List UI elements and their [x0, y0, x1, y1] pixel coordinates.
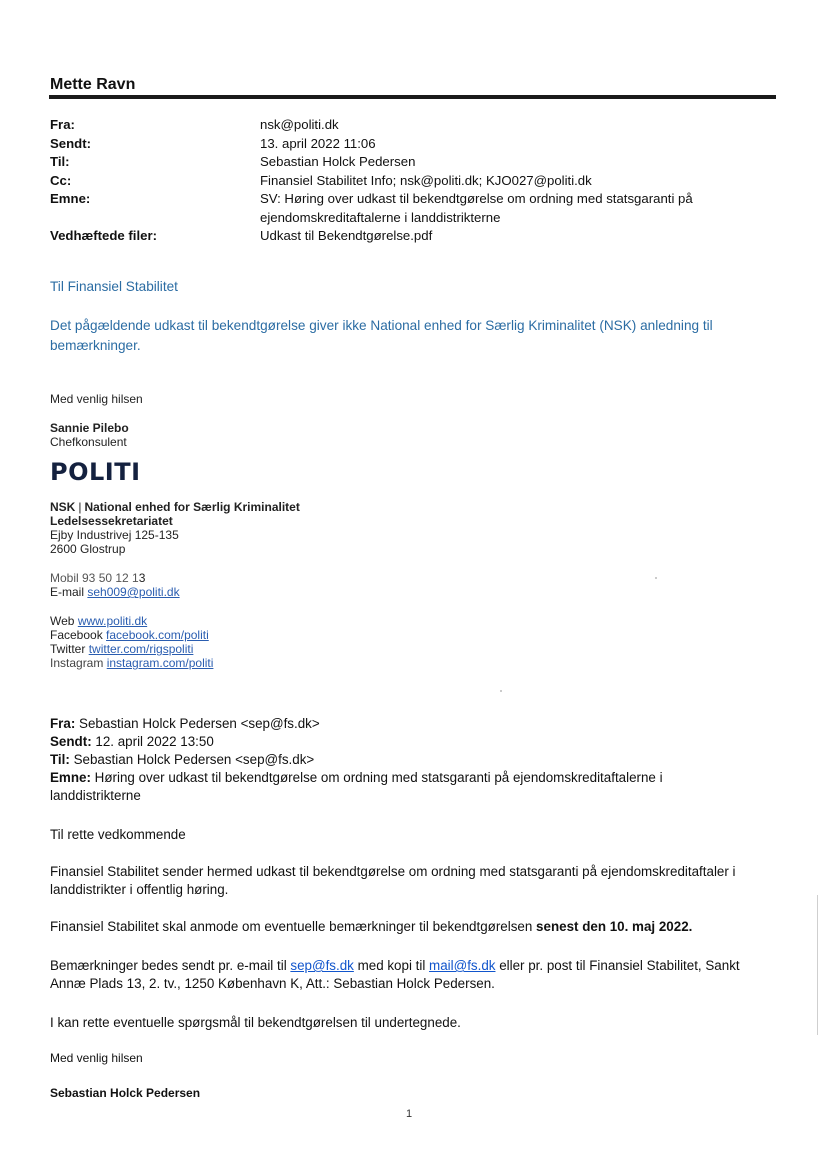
forwarded-sent: 12. april 2022 13:50 — [95, 734, 214, 749]
forwarded-from: Sebastian Holck Pedersen <sep@fs.dk> — [79, 716, 320, 731]
forwarded-to-row — [50, 751, 775, 769]
email-label: E-mail — [50, 585, 85, 599]
paragraph-hearing-line-1: Finansiel Stabilitet sender hermed udkast til bekendtgørelse om ordning med statsgaranti på ejendomskreditaftaler i — [50, 864, 736, 879]
signature-facebook — [50, 628, 209, 642]
email-header — [50, 116, 770, 246]
from-value: nsk@politi.dk — [260, 117, 339, 132]
subject-label: Emne: — [50, 191, 91, 206]
mobile-number-tail: 3 — [138, 571, 146, 585]
header-to-row — [50, 153, 770, 172]
to-value: Sebastian Holck Pedersen — [260, 154, 416, 169]
paragraph-questions: I kan rette eventuelle spørgsmål til bekendtgørelsen til undertegnede. — [50, 1015, 461, 1030]
instagram-label: Instagram — [50, 656, 104, 670]
reply-greeting: Til Finansiel Stabilitet — [50, 279, 178, 294]
header-rule — [49, 95, 776, 99]
submission-text-c: eller pr. post til Finansiel Stabilitet, Sankt — [495, 958, 740, 973]
subject-line-2: ejendomskreditaftalerne i landdistrikterne — [260, 209, 501, 225]
signature-address-2: 2600 Glostrup — [50, 542, 126, 556]
submission-text-b: med kopi til — [353, 958, 430, 973]
closing-regards: Med venlig hilsen — [50, 1051, 143, 1065]
scan-speck — [655, 577, 657, 579]
signature-instagram — [50, 656, 213, 670]
signature-title: Chefkonsulent — [50, 435, 127, 449]
facebook-link[interactable]: facebook.com/politi — [106, 628, 209, 642]
deadline-date: senest den 10. maj 2022. — [536, 919, 693, 934]
paragraph-submission — [50, 957, 775, 993]
politi-logo: POLITI — [50, 458, 141, 486]
header-sent-row — [50, 135, 770, 154]
forwarded-sent-label: Sendt: — [50, 734, 92, 749]
signature-address-1: Ejby Industrivej 125-135 — [50, 528, 179, 542]
web-link[interactable]: www.politi.dk — [77, 614, 148, 628]
to-label: Til: — [50, 154, 70, 169]
scan-speck — [500, 690, 502, 692]
sep-email-link[interactable]: sep@fs.dk — [290, 958, 354, 973]
scan-edge-line — [817, 895, 818, 1035]
forwarded-from-label: Fra: — [50, 716, 76, 731]
signature-email — [50, 585, 180, 599]
deadline-text: Finansiel Stabilitet skal anmode om eventuelle bemærkninger til bekendtgørelsen — [50, 919, 537, 934]
header-subject-row — [50, 190, 770, 227]
closing-sender: Sebastian Holck Pedersen — [50, 1086, 201, 1100]
submission-text-a: Bemærkninger bedes sendt pr. e-mail til — [50, 958, 291, 973]
sent-value: 13. april 2022 11:06 — [260, 135, 376, 151]
signature-name: Sannie Pilebo — [50, 421, 129, 435]
forwarded-from-row — [50, 715, 775, 733]
signature-twitter — [50, 642, 193, 656]
from-label: Fra: — [50, 117, 75, 132]
header-attachments-row — [50, 227, 770, 246]
paragraph-hearing-line-2: landdistrikter i offentlig høring. — [50, 882, 229, 897]
forwarded-header — [50, 715, 775, 805]
attachments-label: Vedhæftede filer: — [50, 228, 157, 243]
twitter-label: Twitter — [50, 642, 86, 656]
forwarded-sent-row — [50, 733, 775, 751]
web-label: Web — [50, 614, 75, 628]
twitter-link[interactable]: twitter.com/rigspoliti — [88, 642, 194, 656]
paragraph-hearing — [50, 863, 775, 899]
cc-value: Finansiel Stabilitet Info; nsk@politi.dk; KJO027@politi.dk — [260, 172, 592, 188]
signature-regards: Med venlig hilsen — [50, 392, 143, 406]
sent-label: Sendt: — [50, 135, 92, 151]
mailbox-owner: Mette Ravn — [50, 76, 136, 93]
unit-name: National enhed for Særlig Kriminalitet — [84, 500, 300, 514]
reply-text: Det pågældende udkast til bekendtgørelse giver ikke National enhed for Særlig Kriminalitet (NSK) anledning til bemærkninger. — [50, 318, 713, 353]
forwarded-to: Sebastian Holck Pedersen <sep@fs.dk> — [73, 752, 315, 767]
header-cc-row — [50, 172, 770, 191]
mail-email-link[interactable]: mail@fs.dk — [429, 958, 496, 973]
forwarded-subject-label: Emne: — [50, 770, 91, 785]
header-from-row — [50, 116, 770, 135]
signature-mobile — [50, 571, 145, 585]
forwarded-subject-line-1: Høring over udkast til bekendtgørelse om ordning med statsgaranti på ejendomskreditaftalerne i — [94, 770, 663, 785]
page-number: 1 — [406, 1108, 413, 1120]
mobile-number: Mobil 93 50 12 1 — [50, 571, 139, 585]
submission-address: Annæ Plads 13, 2. tv., 1250 København K, Att.: Sebastian Holck Pedersen. — [50, 976, 495, 991]
signature-department: Ledelsessekretariatet — [50, 514, 173, 528]
forwarded-subject-row — [50, 769, 775, 805]
facebook-label: Facebook — [50, 628, 103, 642]
instagram-link[interactable]: instagram.com/politi — [106, 656, 214, 670]
salutation: Til rette vedkommende — [50, 827, 186, 842]
paragraph-deadline — [50, 918, 775, 936]
forwarded-to-label: Til: — [50, 752, 70, 767]
attachment-file[interactable]: Udkast til Bekendtgørelse.pdf — [260, 228, 433, 243]
signature-unit — [50, 500, 300, 514]
signature-web — [50, 614, 147, 628]
unit-abbr: NSK — [50, 500, 76, 514]
unit-separator: | — [78, 500, 82, 514]
email-link[interactable]: seh009@politi.dk — [87, 585, 180, 599]
subject-value — [260, 190, 770, 227]
forwarded-subject-line-2: landdistrikterne — [50, 788, 141, 803]
subject-line-1: SV: Høring over udkast til bekendtgørelse om ordning med statsgaranti på — [260, 191, 693, 206]
cc-label: Cc: — [50, 172, 72, 188]
